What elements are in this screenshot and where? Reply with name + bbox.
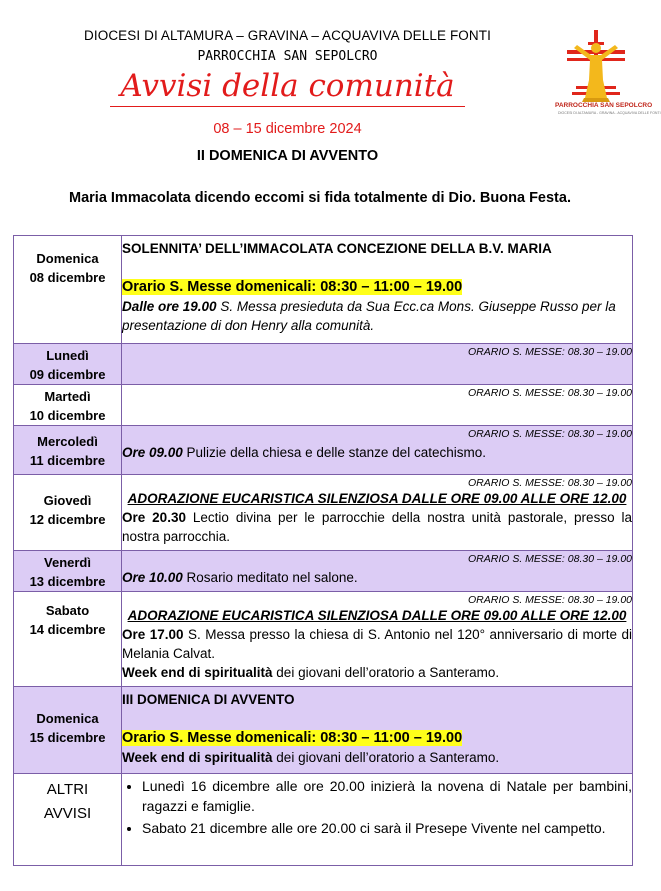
other-notices-list (122, 776, 632, 838)
weekend-text: dei giovani dell’oratorio a Santeramo. (272, 665, 500, 680)
weekend-label: Week end di spiritualità (122, 750, 273, 765)
schedule-row-thu12 (14, 475, 633, 551)
day-cell (14, 687, 122, 774)
event-time: Ore 20.30 (122, 510, 186, 525)
day-cell (14, 385, 122, 426)
day-date: 09 dicembre (29, 367, 106, 382)
event-text: S. Messa presieduta da Sua Ecc.ca Mons. Giuseppe Russo per la presentazione di don Henry alla comunità. (122, 299, 616, 333)
day-date: 12 dicembre (29, 512, 106, 527)
event-time: Dalle ore 19.00 (122, 299, 217, 314)
other-label-line1: ALTRI (46, 781, 89, 798)
schedule-row-sat14 (14, 592, 633, 687)
event-text: Pulizie della chiesa e delle stanze del catechismo. (182, 445, 486, 460)
event-time: Ore 17.00 (122, 627, 184, 642)
content-cell (122, 551, 633, 592)
row-heading: III DOMENICA DI AVVENTO (122, 692, 295, 707)
content-cell (122, 687, 633, 774)
schedule-row-tue10 (14, 385, 633, 426)
event-text: Rosario meditato nel salone. (182, 570, 358, 585)
schedule-row-wed11 (14, 426, 633, 475)
other-label-line2: AVVISI (43, 805, 92, 822)
mass-hours: ORARIO S. MESSE: 08.30 – 19.00 (468, 594, 632, 606)
day-cell (14, 592, 122, 687)
event-note (122, 625, 632, 663)
parish-name: PARROCCHIA SAN SEPOLCRO (197, 49, 378, 64)
day-date: 14 dicembre (29, 622, 106, 637)
day-name: Martedì (44, 389, 91, 404)
other-label-cell (14, 774, 122, 866)
logo-subcaption: DIOCESI DI ALTAMURA - GRAVINA - ACQUAVIVA DELLE FONTI (558, 111, 661, 115)
day-cell (14, 236, 122, 344)
day-name: Giovedì (43, 493, 92, 508)
page-title: Avvisi della comunità (120, 68, 455, 104)
day-date: 08 dicembre (29, 270, 106, 285)
day-name: Domenica (36, 251, 99, 266)
event-note (122, 441, 632, 462)
event-note (122, 297, 632, 335)
list-item: • Sabato 21 dicembre alle ore 20.00 ci sarà il Presepe Vivente nel campetto. (142, 818, 632, 838)
day-name: Domenica (36, 711, 99, 726)
day-date: 11 dicembre (29, 453, 106, 468)
schedule-row-sun08 (14, 236, 633, 344)
content-cell (122, 344, 633, 385)
adoration-notice: ADORAZIONE EUCARISTICA SILENZIOSA DALLE ORE 09.00 ALLE ORE 12.00 (127, 491, 627, 506)
mass-hours: ORARIO S. MESSE: 08.30 – 19.00 (468, 387, 632, 399)
mass-hours: ORARIO S. MESSE: 08.30 – 19.00 (468, 428, 632, 440)
day-date: 15 dicembre (29, 730, 106, 745)
event-note (122, 508, 632, 546)
diocese-line: DIOCESI DI ALTAMURA – GRAVINA – ACQUAVIVA DELLE FONTI (84, 28, 491, 43)
day-date: 13 dicembre (29, 574, 106, 589)
title-underline (110, 106, 465, 107)
event-note (122, 566, 632, 587)
event-time: Ore 10.00 (122, 570, 183, 585)
schedule-row-mon09 (14, 344, 633, 385)
mass-hours: ORARIO S. MESSE: 08.30 – 19.00 (468, 477, 632, 489)
content-cell (122, 592, 633, 687)
day-name: Sabato (45, 603, 90, 618)
logo-caption: PARROCCHIA SAN SEPOLCRO (555, 102, 653, 109)
schedule-table (13, 235, 633, 866)
day-cell (14, 344, 122, 385)
content-cell (122, 385, 633, 426)
mass-times-highlight: Orario S. Messe domenicali: 08:30 – 11:00 – 19.00 (122, 730, 463, 746)
other-notices-row (14, 774, 633, 866)
day-cell (14, 551, 122, 592)
day-name: Mercoledì (37, 434, 98, 449)
content-cell (122, 475, 633, 551)
day-name: Venerdì (44, 555, 91, 570)
date-range: 08 – 15 dicembre 2024 (213, 121, 362, 137)
mass-hours: ORARIO S. MESSE: 08.30 – 19.00 (468, 553, 632, 565)
content-cell (122, 236, 633, 344)
day-date: 10 dicembre (29, 408, 106, 423)
day-name: Lunedì (46, 348, 89, 363)
day-cell (14, 475, 122, 551)
other-notices-cell (122, 774, 633, 866)
event-time: Ore 09.00 (122, 445, 183, 460)
weekend-note (122, 748, 632, 767)
row-heading: SOLENNITA’ DELL’IMMACOLATA CONCEZIONE DELLA B.V. MARIA (122, 241, 552, 256)
schedule-row-sun15 (14, 687, 633, 774)
weekend-note (122, 663, 632, 682)
list-item: • Lunedì 16 dicembre alle ore 20.00 inizierà la novena di Natale per bambini, ragazzi e famiglie. (142, 776, 632, 816)
weekly-motto: Maria Immacolata dicendo eccomi si fida totalmente di Dio. Buona Festa. (69, 190, 571, 206)
weekend-text: dei giovani dell’oratorio a Santeramo. (272, 750, 500, 765)
schedule-row-fri13 (14, 551, 633, 592)
mass-times-highlight: Orario S. Messe domenicali: 08:30 – 11:00 – 19.00 (122, 279, 463, 295)
weekend-label: Week end di spiritualità (122, 665, 273, 680)
liturgical-sunday: II DOMENICA DI AVVENTO (196, 148, 379, 164)
event-text: S. Messa presso la chiesa di S. Antonio nel 120° anniversario di morte di Melania Calvat. (122, 627, 633, 661)
event-text: Lectio divina per le parrocchie della nostra unità pastorale, presso la nostra parrocchia. (122, 510, 632, 544)
day-cell (14, 426, 122, 475)
adoration-notice: ADORAZIONE EUCARISTICA SILENZIOSA DALLE ORE 09.00 ALLE ORE 12.00 (127, 608, 627, 623)
content-cell (122, 426, 633, 475)
mass-hours: ORARIO S. MESSE: 08.30 – 19.00 (468, 346, 632, 358)
